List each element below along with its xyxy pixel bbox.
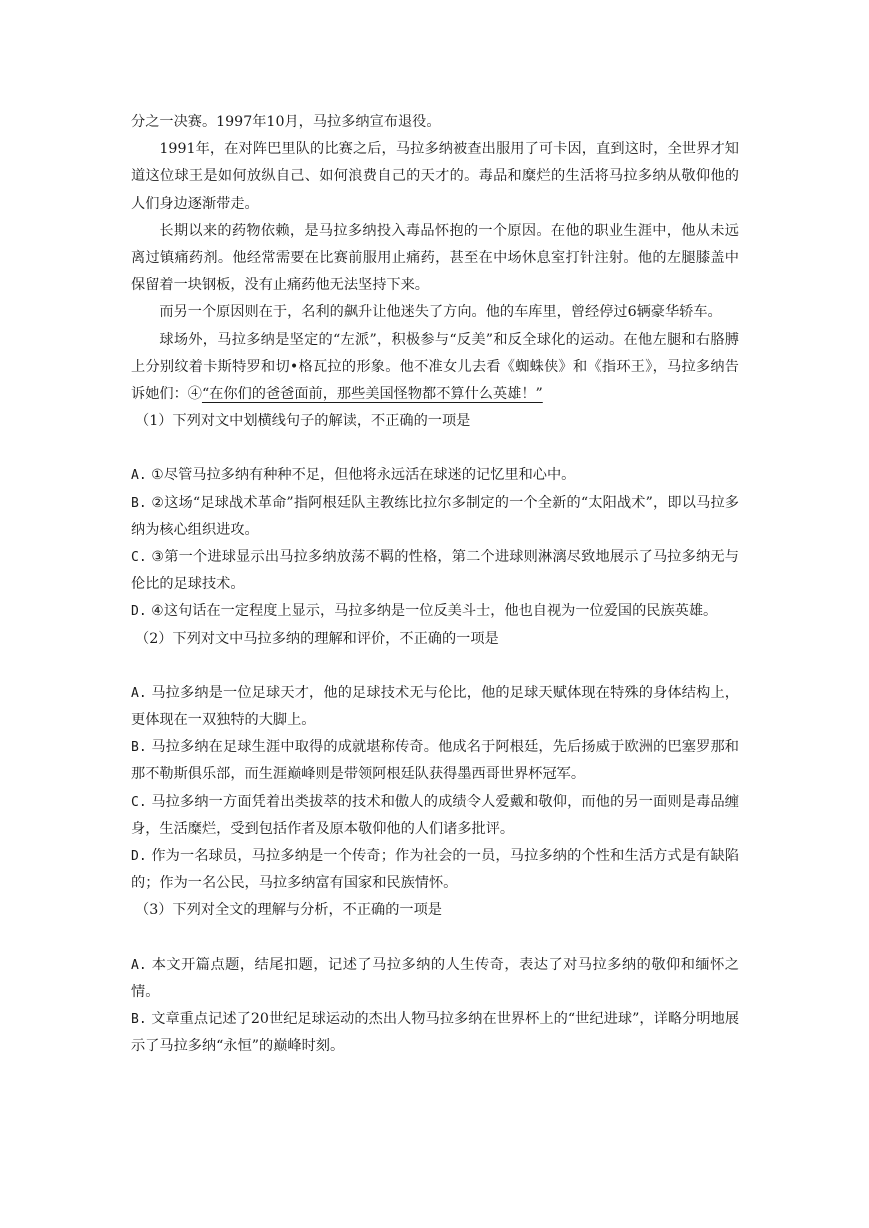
option-text: 文章重点记述了20世纪足球运动的杰出人物马拉多纳在世界杯上的“世纪进球”，详略分明地展示了马拉多纳“永恒”的巅峰时刻。 xyxy=(131,1011,740,1055)
option-label: D. xyxy=(131,604,147,620)
option-text: ①尽管马拉多纳有种种不足，但他将永远活在球迷的记忆里和心中。 xyxy=(151,467,576,484)
option-label: A. xyxy=(131,468,147,484)
question-stem: （3）下列对全文的理解与分析，不正确的一项是 xyxy=(135,902,442,919)
option-label: C. xyxy=(131,794,147,810)
article-paragraph: 分之一决赛。1997年10月，马拉多纳宣布退役。 xyxy=(131,114,441,130)
option-c xyxy=(131,544,739,598)
option-text: 本文开篇点题，结尾扣题，记述了马拉多纳的人生传奇，表达了对马拉多纳的敬仰和缅怀之情。 xyxy=(131,956,739,1000)
option-text: ④这句话在一定程度上显示，马拉多纳是一位反美斗士，他也自视为一位爱国的民族英雄。 xyxy=(151,603,718,620)
article-paragraph xyxy=(131,327,739,409)
option-b xyxy=(131,490,739,544)
option-label: B. xyxy=(131,740,147,756)
article-paragraph: 1991年，在对阵巴里队的比赛之后，马拉多纳被查出服用了可卡因，直到这时，全世界才知道这位球王是如何放纵自己、如何浪费自己的天才的。毒品和糜烂的生活将马拉多纳从敬仰他的人们身边逐渐带走。 xyxy=(131,141,739,212)
article-paragraph: 长期以来的药物依赖，是马拉多纳投入毒品怀抱的一个原因。在他的职业生涯中，他从未远离过镇痛药剂。他经常需要在比赛前服用止痛药，甚至在中场休息室打针注射。他的左腿膝盖中保留着一块钢板，没有止痛药他无法坚持下来。 xyxy=(131,222,739,294)
answer-blank xyxy=(131,653,739,680)
option-text: 马拉多纳是一位足球天才，他的足球技术无与伦比，他的足球天赋体现在特殊的身体结构上，更体现在一双独特的大脚上。 xyxy=(131,684,739,729)
option-c xyxy=(131,789,739,843)
option-label: A. xyxy=(131,685,147,701)
option-d xyxy=(131,598,739,625)
article-paragraph: 而另一个原因则在于，名利的飙升让他迷失了方向。他的车库里，曾经停过6辆豪华轿车。 xyxy=(159,304,722,321)
option-b xyxy=(131,1006,739,1060)
option-label: B. xyxy=(131,1012,147,1028)
underlined-quote: “在你们的爸爸面前，那些美国怪物都不算什么英雄！” xyxy=(201,386,543,403)
option-label: C. xyxy=(131,550,147,566)
option-a xyxy=(131,680,739,734)
option-label: A. xyxy=(131,957,147,973)
option-b xyxy=(131,734,739,788)
option-text: ③第一个进球显示出马拉多纳放荡不羁的性格，第二个进球则淋漓尽致地展示了马拉多纳无与伦比的足球技术。 xyxy=(131,549,739,593)
option-text: 作为一名球员，马拉多纳是一个传奇；作为社会的一员，马拉多纳的个性和生活方式是有缺陷的；作为一名公民，马拉多纳富有国家和民族情怀。 xyxy=(131,848,739,892)
option-d xyxy=(131,843,739,897)
answer-blank xyxy=(131,925,739,952)
document-body xyxy=(131,109,739,1061)
option-label: D. xyxy=(131,849,147,865)
answer-blank xyxy=(131,435,739,462)
option-a xyxy=(131,952,739,1006)
option-text: 马拉多纳一方面凭着出类拔萃的技术和傲人的成绩令人爱戴和敬仰，而他的另一面则是毒品缠身，生活糜烂，受到包括作者及原本敬仰他的人们诸多批评。 xyxy=(131,793,739,837)
option-label: B. xyxy=(131,495,147,511)
option-text: ②这场“足球战术革命”指阿根廷队主教练比拉尔多制定的一个全新的“太阳战术”，即以马拉多纳为核心组织进攻。 xyxy=(131,494,739,538)
article-paragraph-text: 球场外，马拉多纳是坚定的“左派”，积极参与“反美”和反全球化的运动。在他左腿和右胳膊上分别纹着卡斯特罗和切•格瓦拉的形象。他不准女儿去看《蜘蛛侠》和《指环王》，马拉多纳告诉她们：④ xyxy=(131,331,739,403)
option-text: 马拉多纳在足球生涯中取得的成就堪称传奇。他成名于阿根廷，先后扬威于欧洲的巴塞罗那和那不勒斯俱乐部，而生涯巅峰则是带领阿根廷队获得墨西哥世界杯冠军。 xyxy=(131,739,739,783)
question-stem: （1）下列对文中划横线句子的解读，不正确的一项是 xyxy=(135,413,471,430)
question-stem: （2）下列对文中马拉多纳的理解和评价，不正确的一项是 xyxy=(135,630,499,647)
option-a xyxy=(131,462,739,489)
